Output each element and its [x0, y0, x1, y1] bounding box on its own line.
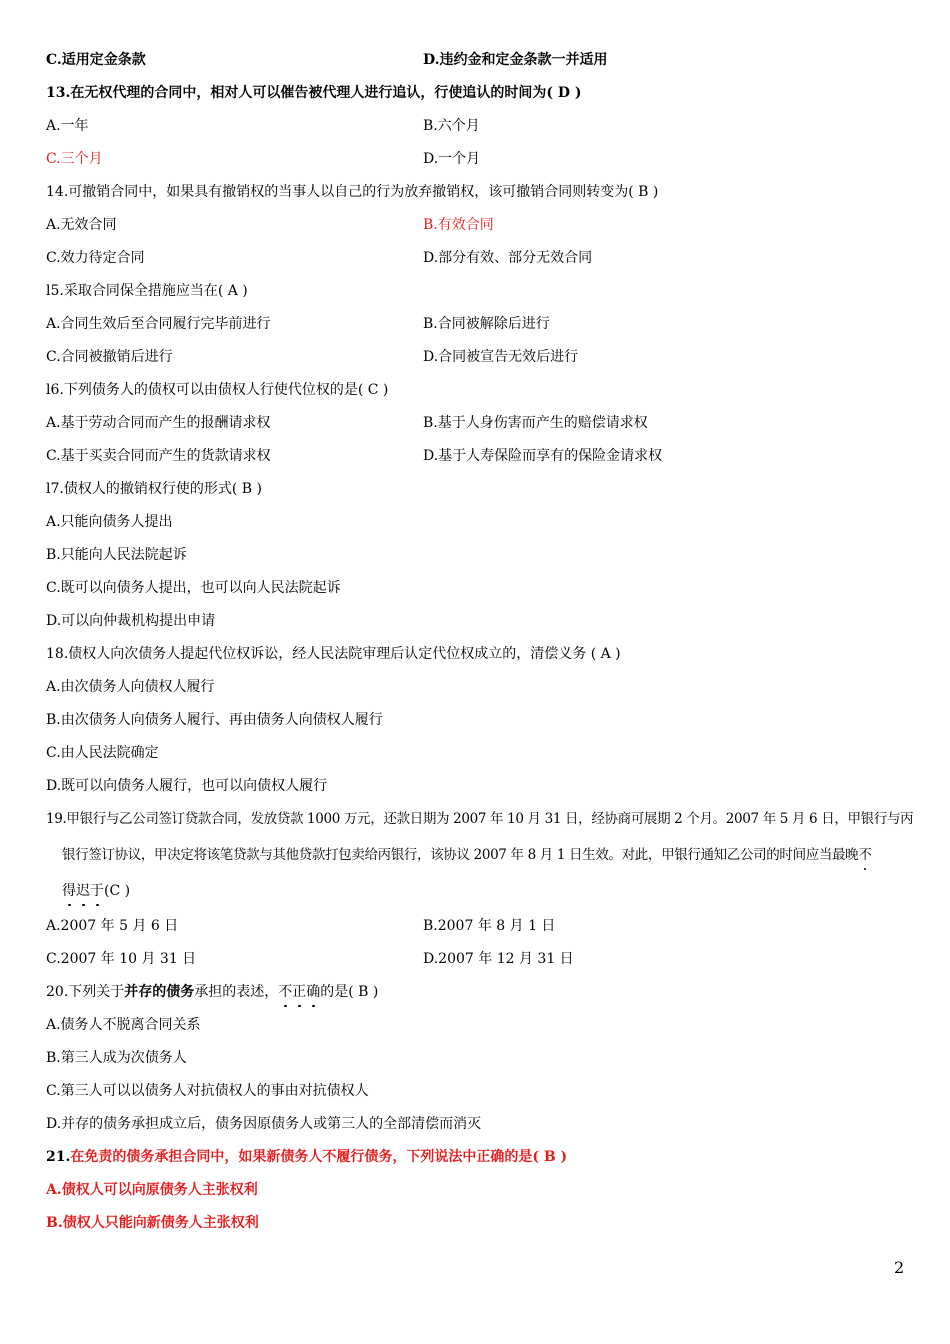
option-a: A.合同生效后至合同履行完毕前进行: [46, 316, 271, 332]
option-c: C.基于买卖合同而产生的货款请求权: [46, 448, 271, 464]
option-b: B.六个月: [423, 118, 480, 134]
option-a: A.基于劳动合同而产生的报酬请求权: [46, 415, 271, 431]
question-19-line-3: [62, 882, 130, 900]
q15-options-ab: [46, 315, 550, 333]
q20-text-2: 承担的表述，: [194, 984, 279, 1000]
option-c: C.适用定金条款: [46, 52, 146, 68]
q19-answer: (C ): [104, 883, 131, 899]
q19-text: 银行签订协议，甲决定将该笔贷款与其他贷款打包卖给丙银行，该协议 2007 年 8 月 1 日生效。对此，甲银行通知乙公司的时间应当最晚: [62, 847, 859, 863]
question-15: l5.采取合同保全措施应当在( A ): [46, 283, 248, 299]
q13-options-ab: [46, 117, 480, 135]
question-19-line-2: [62, 846, 872, 864]
q21-option-b: B.债权人只能向新债务人主张权利: [46, 1215, 259, 1231]
q20-text-1: 20.下列关于: [46, 984, 125, 1000]
question-16: l6.下列债务人的债权可以由债权人行使代位权的是( C ): [46, 382, 389, 398]
q21-number: 21.: [46, 1149, 71, 1165]
q19-options-cd: [46, 950, 574, 968]
q17-option-d: D.可以向仲裁机构提出申请: [46, 613, 216, 629]
option-d: D.2007 年 12 月 31 日: [423, 951, 574, 967]
q20-text-3: 的是( B ): [320, 984, 379, 1000]
q14-options-ab: [46, 216, 494, 234]
option-a: A.无效合同: [46, 217, 117, 233]
q16-options-ab: [46, 414, 648, 432]
option-b-answer: B.有效合同: [423, 217, 494, 233]
q20-bold-term: 并存的债务: [124, 984, 195, 1000]
q14-options-cd: [46, 249, 593, 267]
q21-text: 在免责的债务承担合同中，如果新债务人不履行债务，下列说法中正确的是( B ): [70, 1149, 568, 1165]
q19-emphasis-text: 得迟于: [62, 883, 104, 899]
q12-options-cd: [46, 51, 608, 69]
q17-option-b: B.只能向人民法院起诉: [46, 547, 187, 563]
option-a: A.2007 年 5 月 6 日: [46, 918, 179, 934]
q20-option-b: B.第三人成为次债务人: [46, 1050, 187, 1066]
question-13: 13.在无权代理的合同中，相对人可以催告被代理人进行追认，行使追认的时间为( D ): [46, 85, 582, 101]
q15-options-cd: [46, 348, 579, 366]
option-b: B.基于人身伤害而产生的赔偿请求权: [423, 415, 648, 431]
question-19-line-1: 19.甲银行与乙公司签订贷款合同，发放贷款 1000 万元，还款日期为 2007 年 10 月 31 日，经协商可展期 2 个月。2007 年 5 月 6 日，甲银行与丙: [46, 811, 914, 827]
page-number: 2: [894, 1258, 905, 1277]
q20-option-d: D.并存的债务承担成立后，债务因原债务人或第三人的全部清偿而消灭: [46, 1116, 482, 1132]
q16-options-cd: [46, 447, 663, 465]
question-20: [46, 983, 378, 1001]
q20-emphasis-text: 不正确: [278, 984, 321, 1000]
q20-option-a: A.债务人不脱离合同关系: [46, 1017, 201, 1033]
question-14: 14.可撤销合同中，如果具有撤销权的当事人以自己的行为放弃撤销权，该可撤销合同则转变为( B ): [46, 184, 659, 200]
q21-option-a: A.债权人可以向原债务人主张权利: [46, 1182, 258, 1198]
option-d: D.违约金和定金条款一并适用: [423, 52, 608, 68]
question-21: [46, 1148, 567, 1166]
q19-options-ab: [46, 917, 556, 935]
q17-option-a: A.只能向债务人提出: [46, 514, 173, 530]
option-c: C.2007 年 10 月 31 日: [46, 951, 197, 967]
q18-option-c: C.由人民法院确定: [46, 745, 159, 761]
q13-options-cd: [46, 150, 481, 168]
option-c-answer: C.三个月: [46, 151, 103, 167]
q19-emphasis-mark: 不: [858, 847, 872, 863]
option-c: C.合同被撤销后进行: [46, 349, 173, 365]
q20-option-c: C.第三人可以以债务人对抗债权人的事由对抗债权人: [46, 1083, 369, 1099]
q18-option-d: D.既可以向债务人履行，也可以向债权人履行: [46, 778, 328, 794]
option-b: B.2007 年 8 月 1 日: [423, 918, 556, 934]
option-b: B.合同被解除后进行: [423, 316, 550, 332]
option-d: D.合同被宣告无效后进行: [423, 349, 579, 365]
q18-option-b: B.由次债务人向债务人履行、再由债务人向债权人履行: [46, 712, 383, 728]
option-c: C.效力待定合同: [46, 250, 145, 266]
option-a: A.一年: [46, 118, 89, 134]
question-18: 18.债权人向次债务人提起代位权诉讼，经人民法院审理后认定代位权成立的，清偿义务 ( A ): [46, 646, 621, 662]
question-17: l7.债权人的撤销权行使的形式( B ): [46, 481, 262, 497]
option-d: D.基于人寿保险而享有的保险金请求权: [423, 448, 663, 464]
q17-option-c: C.既可以向债务人提出，也可以向人民法院起诉: [46, 580, 341, 596]
option-d: D.一个月: [423, 151, 481, 167]
q18-option-a: A.由次债务人向债权人履行: [46, 679, 215, 695]
option-d: D.部分有效、部分无效合同: [423, 250, 593, 266]
